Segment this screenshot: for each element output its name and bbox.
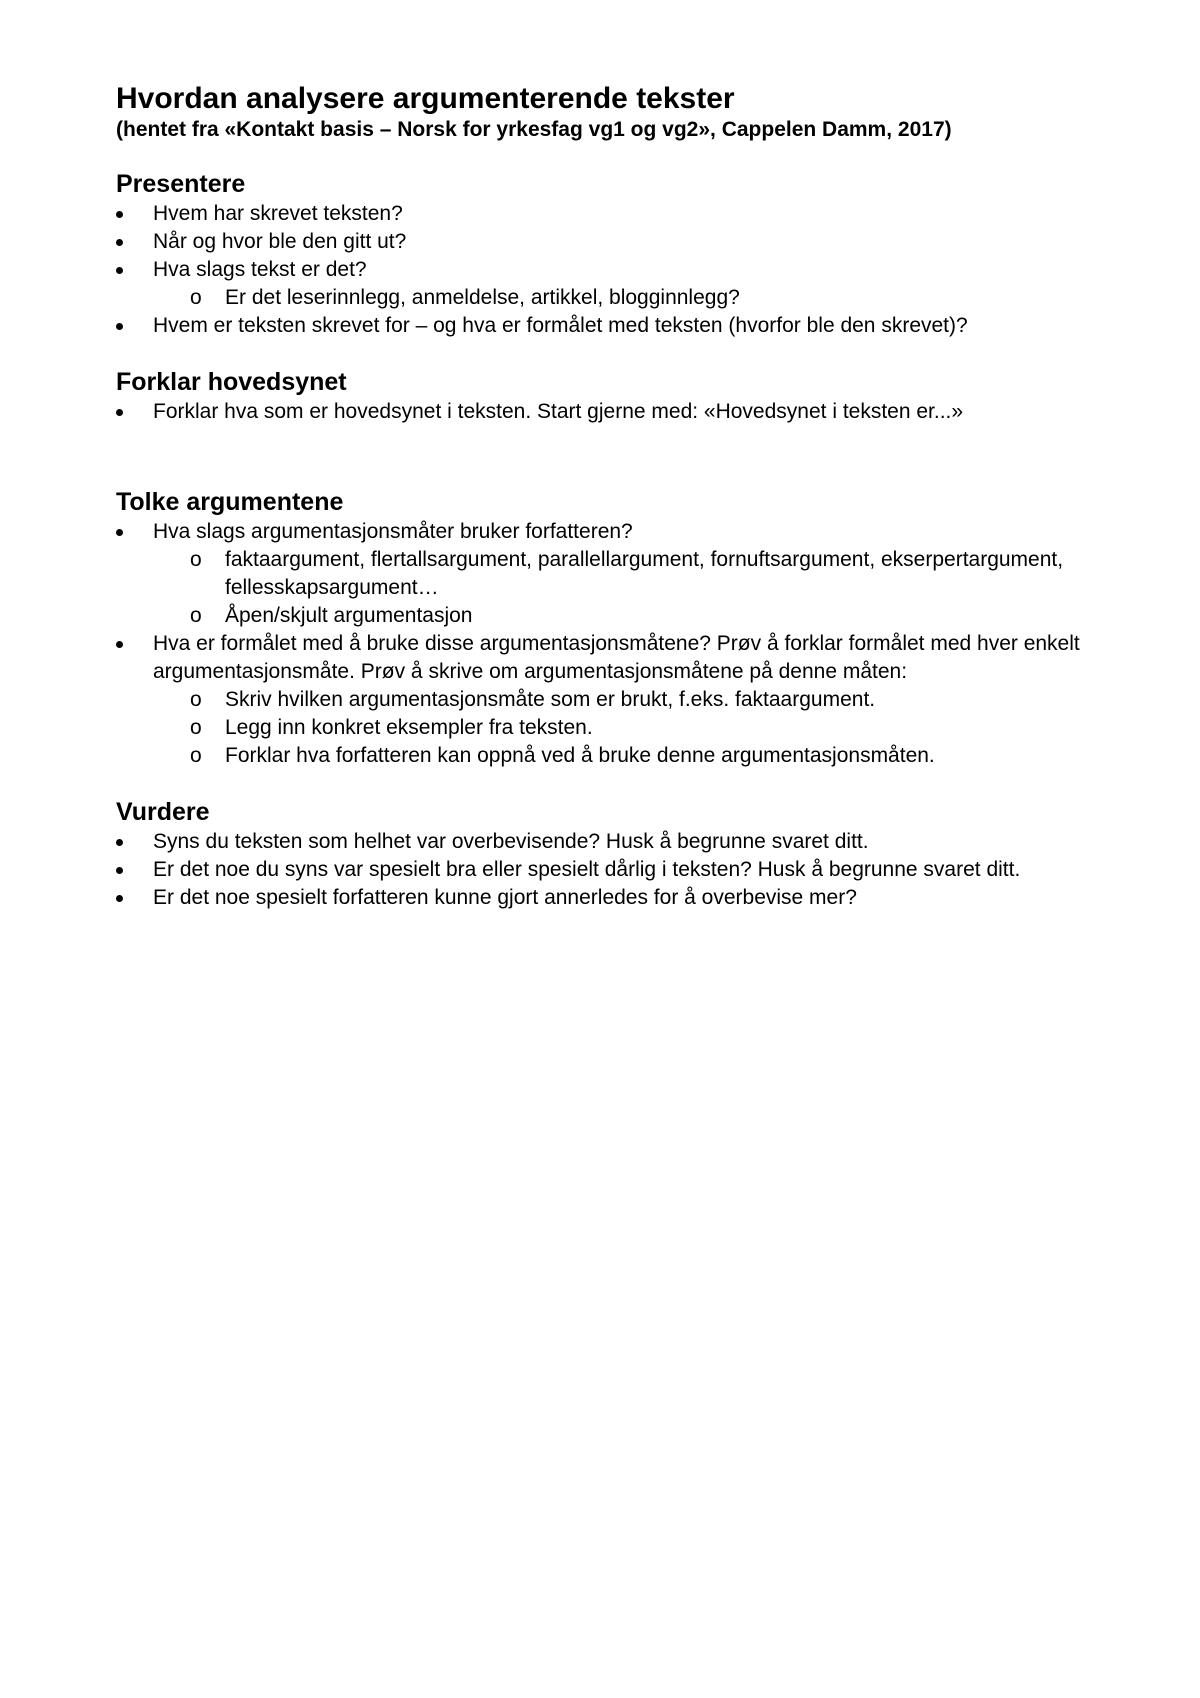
sub-list-item	[116, 602, 1116, 630]
bullet-icon	[116, 529, 123, 536]
list-item	[116, 228, 1116, 256]
list-vurdere	[116, 828, 1116, 912]
bullet-icon	[116, 211, 123, 218]
list-item-text: Hva er formålet med å bruke disse argumentasjonsmåtene? Prøv å forklar formålet med hver enkelt argumentasjonsmåte. Prøv å skrive om argumentasjonsmåtene på denne måten:	[153, 632, 1080, 683]
section-heading-tolke-argumentene: Tolke argumentene	[116, 488, 344, 516]
sub-list-item	[116, 284, 1116, 312]
list-item-text: Hvem har skrevet teksten?	[153, 202, 403, 225]
list-item-text: Når og hvor ble den gitt ut?	[153, 230, 407, 253]
list-item	[116, 256, 1116, 284]
list-tolke-argumentene	[116, 518, 1116, 770]
list-item-text: Hva slags argumentasjonsmåter bruker forfatteren?	[153, 520, 633, 543]
list-item	[116, 518, 1116, 546]
list-item-text: Hva slags tekst er det?	[153, 258, 367, 281]
sub-list-item-text: Forklar hva forfatteren kan oppnå ved å bruke denne argumentasjonsmåten.	[225, 744, 935, 767]
list-item	[116, 398, 1116, 426]
circle-bullet-icon: o	[190, 548, 202, 571]
list-item-text: Forklar hva som er hovedsynet i teksten. Start gjerne med: «Hovedsynet i teksten er...»	[153, 400, 964, 423]
circle-bullet-icon: o	[190, 688, 202, 711]
sub-list-item-text: Skriv hvilken argumentasjonsmåte som er brukt, f.eks. faktaargument.	[225, 688, 876, 711]
sub-list-item	[116, 714, 1116, 742]
bullet-icon	[116, 867, 123, 874]
sub-list-item	[116, 742, 1116, 770]
document-source: (hentet fra «Kontakt basis – Norsk for yrkesfag vg1 og vg2», Cappelen Damm, 2017)	[116, 118, 952, 141]
sub-list-item-text: Åpen/skjult argumentasjon	[225, 604, 473, 627]
section-heading-forklar-hovedsynet: Forklar hovedsynet	[116, 368, 347, 396]
list-presentere	[116, 200, 1116, 340]
circle-bullet-icon: o	[190, 286, 202, 309]
document-page	[116, 82, 1116, 912]
sub-list-item-text: Legg inn konkret eksempler fra teksten.	[225, 716, 593, 739]
bullet-icon	[116, 267, 123, 274]
sub-list-item	[116, 686, 1116, 714]
list-item-text: Hvem er teksten skrevet for – og hva er formålet med teksten (hvorfor ble den skrevet)?	[153, 314, 968, 337]
list-item-text: Er det noe spesielt forfatteren kunne gjort annerledes for å overbevise mer?	[153, 886, 857, 909]
list-item-text: Syns du teksten som helhet var overbevisende? Husk å begrunne svaret ditt.	[153, 830, 869, 853]
list-item-text: Er det noe du syns var spesielt bra eller spesielt dårlig i teksten? Husk å begrunne svaret ditt.	[153, 858, 1021, 881]
sub-list-item	[116, 546, 1116, 602]
bullet-icon	[116, 409, 123, 416]
section-heading-presentere: Presentere	[116, 170, 246, 198]
section-heading-vurdere: Vurdere	[116, 798, 210, 826]
bullet-icon	[116, 641, 123, 648]
circle-bullet-icon: o	[190, 716, 202, 739]
sub-list-item-text: faktaargument, flertallsargument, parallellargument, fornuftsargument, ekserpertargument, fellesskapsargument…	[225, 548, 1064, 599]
bullet-icon	[116, 239, 123, 246]
bullet-icon	[116, 839, 123, 846]
list-item	[116, 312, 1116, 340]
document-title: Hvordan analysere argumenterende tekster	[116, 82, 735, 115]
circle-bullet-icon: o	[190, 744, 202, 767]
list-item	[116, 200, 1116, 228]
list-forklar-hovedsynet	[116, 398, 1116, 426]
list-item	[116, 884, 1116, 912]
list-item	[116, 828, 1116, 856]
list-item	[116, 856, 1116, 884]
circle-bullet-icon: o	[190, 604, 202, 627]
bullet-icon	[116, 895, 123, 902]
bullet-icon	[116, 323, 123, 330]
list-item	[116, 630, 1116, 686]
sub-list-item-text: Er det leserinnlegg, anmeldelse, artikkel, blogginnlegg?	[225, 286, 740, 309]
